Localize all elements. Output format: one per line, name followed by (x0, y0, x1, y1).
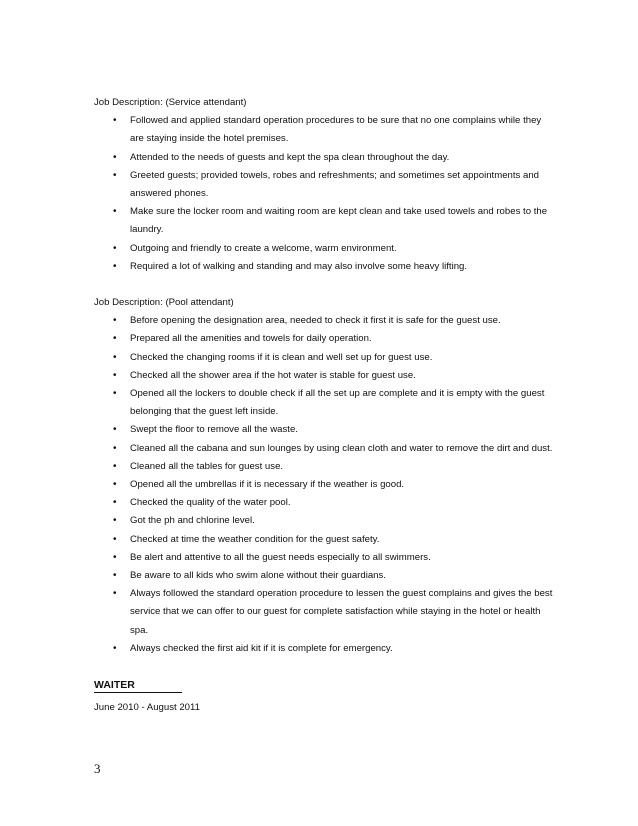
service-duties-list (94, 112, 554, 276)
list-item: • Opened all the umbrellas if it is necessary if the weather is good. (94, 476, 554, 494)
list-item: • Cleaned all the tables for guest use. (94, 458, 554, 476)
pool-attendant-heading: Job Description: (Pool attendant) (94, 297, 234, 309)
list-item: • Followed and applied standard operation procedures to be sure that no one complains while they are staying inside the hotel premises. (94, 112, 554, 148)
list-item: • Always followed the standard operation procedure to lessen the guest complains and gives the best service that we can offer to our guest for complete satisfaction while staying in the hotel or health spa. (94, 585, 554, 640)
list-item: • Required a lot of walking and standing and may also involve some heavy lifting. (94, 258, 554, 276)
list-item: • Always checked the first aid kit if it is complete for emergency. (94, 640, 554, 658)
list-item: • Prepared all the amenities and towels for daily operation. (94, 330, 554, 348)
list-item: • Swept the floor to remove all the waste. (94, 421, 554, 439)
list-item: • Opened all the lockers to double check if all the set up are complete and it is empty with the guest belonging that the guest left inside. (94, 385, 554, 421)
page-number: 3 (94, 761, 101, 776)
service-attendant-heading: Job Description: (Service attendant) (94, 97, 247, 108)
page-content (94, 94, 554, 718)
list-item: • Checked the changing rooms if it is clean and well set up for guest use. (94, 349, 554, 367)
list-item: • Checked at time the weather condition for the guest safety. (94, 531, 554, 549)
list-item: • Greeted guests; provided towels, robes and refreshments; and sometimes set appointments and answered phones. (94, 167, 554, 203)
pool-duties-list (94, 312, 554, 658)
list-item: • Got the ph and chlorine level. (94, 512, 554, 530)
list-item: • Checked all the shower area if the hot water is stable for guest use. (94, 367, 554, 385)
section-spacer (94, 658, 554, 676)
list-item: • Before opening the designation area, needed to check it first it is safe for the guest use. (94, 312, 554, 330)
list-item: • Attended to the needs of guests and kept the spa clean throughout the day. (94, 149, 554, 167)
list-item: • Be alert and attentive to all the guest needs especially to all swimmers. (94, 549, 554, 567)
list-item: • Checked the quality of the water pool. (94, 494, 554, 512)
list-item: • Be aware to all kids who swim alone without their guardians. (94, 567, 554, 585)
list-item: • Make sure the locker room and waiting room are kept clean and take used towels and robes to the laundry. (94, 203, 554, 239)
job-title: WAITER (94, 678, 182, 693)
list-item: • Cleaned all the cabana and sun lounges by using clean cloth and water to remove the dirt and dust. (94, 440, 554, 458)
section-spacer (94, 276, 554, 294)
job-dates: June 2010 - August 2011 (94, 702, 200, 714)
list-item: • Outgoing and friendly to create a welcome, warm environment. (94, 240, 554, 258)
